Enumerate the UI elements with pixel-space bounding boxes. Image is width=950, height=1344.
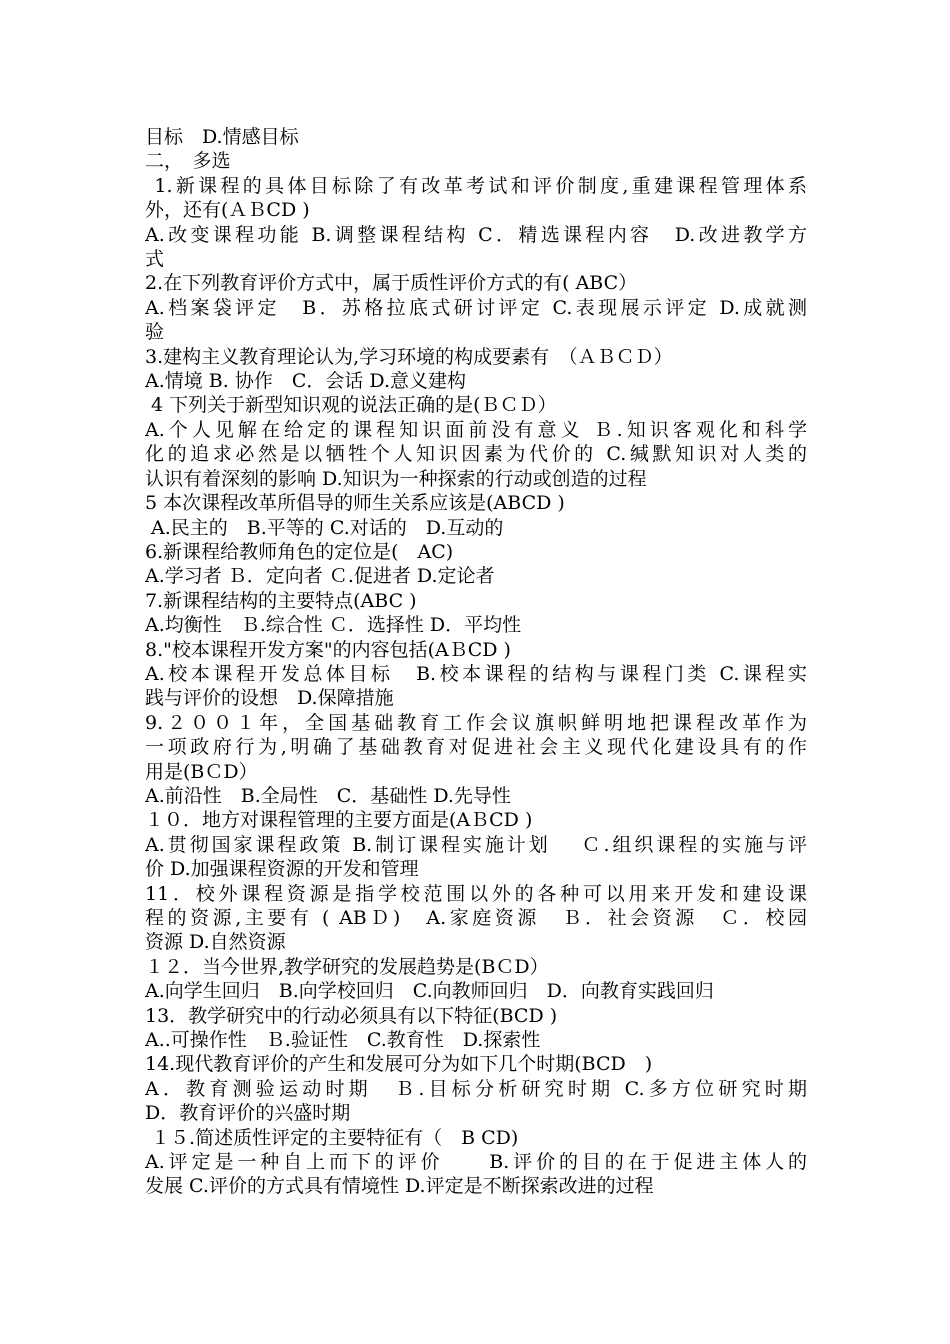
answer-options: A.向学生回归 B.向学校回归 C.向教师回归 D．向教育实践回归 bbox=[145, 980, 714, 1003]
answer-options: A.贯彻国家课程政策 B.制订课程实施计划 Ｃ.组织课程的实施与评 bbox=[145, 833, 807, 856]
question-text: 13．教学研究中的行动必须具有以下特征(BCD ) bbox=[145, 1004, 558, 1027]
answer-options: A.学习者 Ｂ．定向者 Ｃ.促进者 D.定论者 bbox=[145, 565, 495, 588]
section-heading: 二， 多选 bbox=[145, 150, 231, 173]
question-text: 14.现代教育评价的产生和发展可分为如下几个时期(BCD ) bbox=[145, 1053, 653, 1076]
question-text: １０．地方对课程管理的主要方面是(AＢCD ) bbox=[145, 809, 533, 832]
question-text: １２．当今世界,教学研究的发展趋势是(BＣD） bbox=[145, 955, 549, 978]
answer-options: A．教育测验运动时期 Ｂ.目标分析研究时期 C.多方位研究时期 bbox=[145, 1077, 807, 1100]
question-text: 3.建构主义教育理论认为,学习环境的构成要素有 （ＡＢＣＤ） bbox=[145, 345, 673, 368]
answer-options: 验 bbox=[145, 321, 165, 344]
answer-options: A.评定是一种自上而下的评价 B.评价的目的在于促进主体人的 bbox=[145, 1151, 807, 1174]
answer-options: 化的追求必然是以牺牲个人知识因素为代价的 C.缄默知识对人类的 bbox=[145, 443, 807, 466]
question-text: 2.在下列教育评价方式中，属于质性评价方式的有( ABC） bbox=[145, 272, 638, 295]
answer-options: 践与评价的设想 D.保障措施 bbox=[145, 687, 394, 710]
answer-options: 发展 C.评价的方式具有情境性 D.评定是不断探索改进的过程 bbox=[145, 1175, 654, 1198]
answer-options: A.档案袋评定 B．苏格拉底式研讨评定 C.表现展示评定 D.成就测 bbox=[145, 296, 807, 319]
question-text: 程的资源,主要有 ( ABＤ) A.家庭资源 Ｂ．社会资源 Ｃ．校园 bbox=[145, 907, 807, 929]
question-text: 11．校外课程资源是指学校范围以外的各种可以用来开发和建设课 bbox=[145, 882, 807, 905]
question-text: 1.新课程的具体目标除了有改革考试和评价制度,重建课程管理体系 bbox=[145, 174, 807, 197]
question-text: 外，还有(ＡＢCD ) bbox=[145, 199, 310, 222]
question-text: 8."校本课程开发方案"的内容包括(AＢCD ) bbox=[145, 638, 511, 661]
question-text: 资源 D.自然资源 bbox=[145, 931, 286, 954]
answer-options: A..可操作性 Ｂ.验证性 C.教育性 D.探索性 bbox=[145, 1029, 541, 1052]
answer-options: A.校本课程开发总体目标 B.校本课程的结构与课程门类 C.课程实 bbox=[145, 662, 807, 685]
question-text: 9.２００１年，全国基础教育工作会议旗帜鲜明地把课程改革作为 bbox=[145, 711, 807, 734]
question-text: 5 本次课程改革所倡导的师生关系应该是(ABCD ) bbox=[145, 492, 565, 515]
question-text: 7.新课程结构的主要特点(ABC ) bbox=[145, 589, 417, 612]
question-text: 一项政府行为,明确了基础教育对促进社会主义现代化建设具有的作 bbox=[145, 736, 807, 759]
answer-options: A.改变课程功能 B.调整课程结构 C．精选课程内容 D.改进教学方 bbox=[145, 223, 807, 246]
answer-options: A.均衡性 Ｂ.综合性 Ｃ．选择性 D．平均性 bbox=[145, 614, 522, 637]
answer-options: A.情境 B. 协作 C．会话 D.意义建构 bbox=[145, 370, 467, 393]
question-text: １５.简述质性评定的主要特征有（ B CD) bbox=[145, 1126, 519, 1149]
answer-options: 价 D.加强课程资源的开发和管理 bbox=[145, 858, 419, 881]
answer-options: 认识有着深刻的影响 D.知识为一种探索的行动或创造的过程 bbox=[145, 467, 647, 490]
question-text: 6.新课程给教师角色的定位是( AC) bbox=[145, 540, 454, 563]
answer-options: A.前沿性 B.全局性 C．基础性 D.先导性 bbox=[145, 784, 511, 807]
answer-options: A.民主的 B.平等的 C.对话的 D.互动的 bbox=[145, 516, 504, 539]
text-line: 目标 D.情感目标 bbox=[145, 126, 299, 148]
document-page bbox=[145, 125, 807, 1199]
answer-options: 式 bbox=[145, 248, 165, 271]
answer-options: D．教育评价的兴盛时期 bbox=[145, 1102, 351, 1125]
question-text: 4 下列关于新型知识观的说法正确的是(ＢＣＤ） bbox=[145, 394, 557, 417]
answer-options: A.个人见解在给定的课程知识面前没有意义 Ｂ.知识客观化和科学 bbox=[145, 418, 807, 441]
question-text: 用是(BＣD） bbox=[145, 760, 258, 783]
